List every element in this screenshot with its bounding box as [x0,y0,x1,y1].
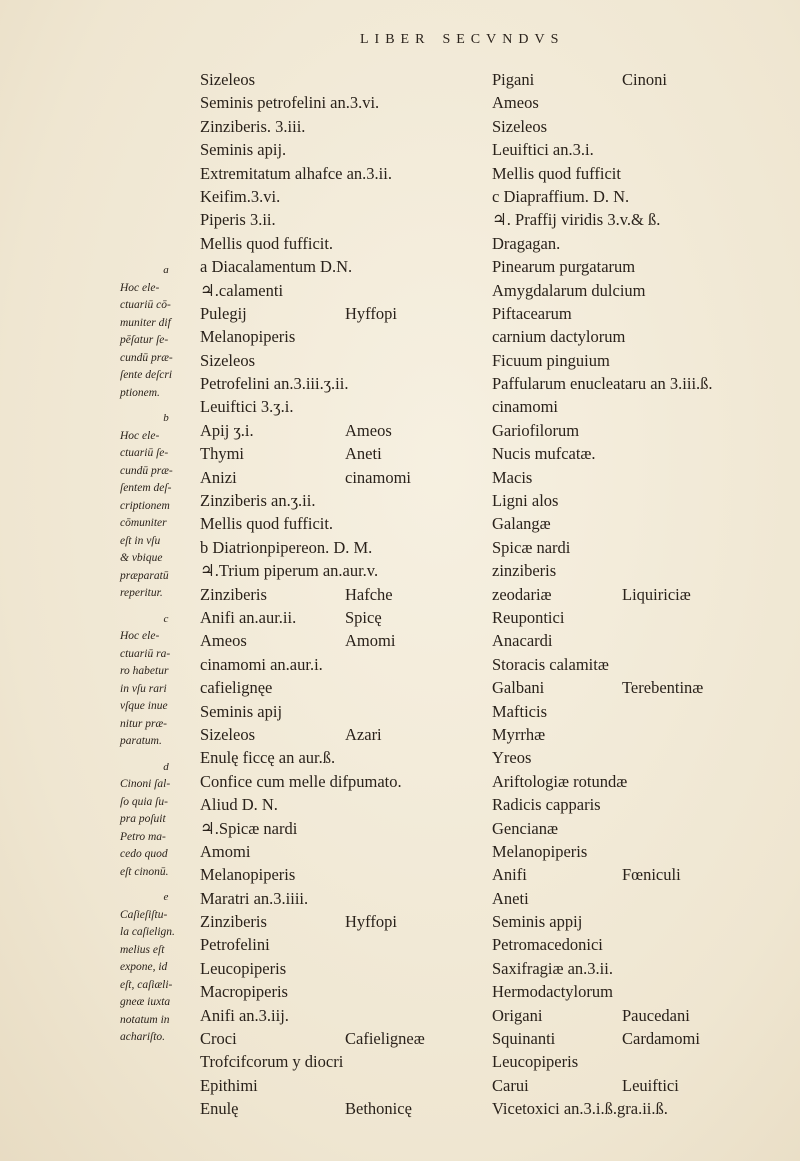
line-text-second: Bethonicę [345,1099,412,1119]
line-text: Macis [492,467,533,487]
line-text: Maratri an.3.iiii. [200,888,309,908]
line-text-second: Amomi [345,631,396,651]
line-text: Gencianæ [492,818,558,838]
note-line: pra poſuit [120,813,166,825]
text-line [492,349,792,372]
line-text: ♃. Praffij viridis 3.v.& ß. [492,210,661,230]
text-line [492,1004,792,1027]
line-text: Ameos [200,631,247,651]
note-letter: b [163,412,169,424]
text-line [492,723,792,746]
margin-note [120,410,212,611]
text-line [492,700,792,723]
text-line [200,770,490,793]
line-text: Piftacearum [492,303,572,323]
line-text: Sizeleos [200,70,255,89]
text-line [200,700,490,723]
text-line [200,91,490,114]
line-text: Zinziberis [200,584,267,604]
margin-note [120,759,212,890]
text-line [200,1004,490,1027]
line-text: Zinziberis [200,912,267,932]
note-line: Hoc ele- [120,429,160,442]
text-line [492,372,792,395]
header-word-liber: LIBER [360,32,431,47]
line-text: Zinziberis. 3.iii. [200,116,306,136]
line-text: ♃.Spicæ nardi [200,818,298,838]
text-line [492,957,792,980]
text-line [200,723,490,746]
line-text: Ameos [492,93,539,113]
line-text: Leucopiperis [200,958,287,978]
line-text-second: Spicę [345,607,382,627]
margin-note [120,889,212,1055]
line-text: Myrrhæ [492,724,546,744]
text-line [200,232,490,255]
note-line: muniter dif [120,316,171,329]
note-line: Caſieſiſtu- [120,908,168,921]
text-line [492,302,792,325]
text-line [492,255,792,278]
text-line [200,255,490,278]
line-text: zeodariæ [492,584,552,604]
note-line: la caſielign. [120,926,175,938]
note-line: cōmuniter [120,517,167,529]
line-text: Pigani [492,70,535,89]
line-text: Leuiftici 3.ʒ.i. [200,397,294,417]
note-line: in vſu rari [120,682,167,695]
line-text: Radicis capparis [492,795,601,815]
text-line [200,863,490,886]
line-text: Enulę [200,1099,239,1119]
note-line: ſo quia ſu- [120,795,168,808]
text-line [200,653,490,676]
line-text: Nucis mufcatæ. [492,444,596,464]
line-text-second: Terebentinæ [622,678,704,698]
line-text: cinamomi [492,397,558,417]
line-text: Pulegij [200,303,247,323]
line-text: Petrofelini an.3.iii.ʒ.ii. [200,374,349,394]
note-line: ctuariū ra- [120,647,171,660]
text-line [200,279,490,302]
text-line [492,442,792,465]
text-line [200,208,490,231]
line-text-second: cinamomi [345,467,411,487]
line-text: Ligni alos [492,491,559,511]
note-line: criptionem [120,499,170,512]
note-letter: a [163,264,169,276]
line-text: Aliud D. N. [200,795,278,815]
text-line [492,325,792,348]
text-line [200,489,490,512]
note-line: nitur præ- [120,717,167,730]
text-line [492,466,792,489]
line-text: cinamomi an.aur.i. [200,654,323,674]
line-text: Seminis appij [492,912,583,932]
line-text: Ficuum pinguium [492,350,610,370]
line-text-second: Cafieligneæ [345,1029,425,1049]
text-line [200,185,490,208]
text-line [200,606,490,629]
text-line [492,185,792,208]
line-text: cafielignęe [200,678,273,698]
text-line [200,138,490,161]
line-text: Mellis quod fufficit. [200,514,334,534]
note-line: eſt cinonū. [120,865,169,878]
line-text: Squinanti [492,1029,556,1049]
text-line [492,933,792,956]
line-text-second: Azari [345,724,382,744]
text-line [492,419,792,442]
line-text: Sizeleos [200,350,255,370]
text-line [492,583,792,606]
text-line [492,68,792,91]
note-line: & vbique [120,552,163,564]
text-line [492,676,792,699]
line-text-second: Cardamomi [622,1029,700,1049]
text-line [200,115,490,138]
text-line [200,442,490,465]
text-line [200,793,490,816]
text-line [492,793,792,816]
line-text: Reupontici [492,607,565,627]
line-text: Mafticis [492,701,547,721]
text-line [200,466,490,489]
note-line: cundū præ- [120,464,173,477]
line-text-second: Cinoni [622,70,667,89]
text-line [200,162,490,185]
text-line [492,1097,792,1120]
text-line [200,68,490,91]
line-text: Mellis quod fufficit. [200,233,334,253]
line-text: Anifi [492,865,527,885]
note-letter: d [163,760,169,773]
text-line [200,1050,490,1073]
header-word-secundus: SECVNDVS [442,32,565,47]
line-text: Melanopiperis [200,327,296,347]
line-text: Piperis 3.ii. [200,210,276,230]
line-text: b Diatrionpipereon. D. M. [200,537,373,557]
note-line: ſente deſcri [120,369,173,381]
text-line [492,279,792,302]
line-text: Anacardi [492,631,553,651]
line-text: Seminis apij [200,701,283,721]
line-text: Aneti [492,888,529,908]
note-line: ptionem. [120,386,160,399]
text-line [200,910,490,933]
left-text-column [200,68,490,1121]
text-line [492,863,792,886]
note-line: pēſatur ſe- [120,334,169,346]
text-line [200,419,490,442]
text-line [492,887,792,910]
line-text: Enulę ficcę an aur.ß. [200,748,336,768]
text-line [492,536,792,559]
text-line [492,489,792,512]
text-line [492,817,792,840]
line-text: Galangæ [492,514,551,534]
text-line [200,1074,490,1097]
note-line: Cinoni ſal- [120,778,171,790]
note-line: cedo quod [120,848,168,860]
text-line [200,817,490,840]
text-line [492,980,792,1003]
line-text: Extremitatum alhafce an.3.ii. [200,163,392,183]
line-text: Anifi an.aur.ii. [200,607,297,627]
note-line: ctuariū ſe- [120,447,169,459]
line-text: Melanopiperis [200,865,296,885]
text-line [492,91,792,114]
right-text-column [492,68,792,1121]
line-text: Anifi an.3.iij. [200,1005,289,1025]
text-line [200,536,490,559]
margin-notes [120,262,212,1055]
text-line [200,395,490,418]
text-line [200,512,490,535]
line-text: Trofcifcorum y diocri [200,1052,344,1072]
line-text-second: Hyffopi [345,303,397,323]
text-line [492,629,792,652]
line-text-second: Ameos [345,420,392,440]
line-text: Carui [492,1075,529,1095]
note-line: eſt in vſu [120,534,161,547]
note-line: vſque inue [120,700,168,712]
text-line [200,1097,490,1120]
text-line [200,302,490,325]
text-line [492,208,792,231]
text-line [492,1027,792,1050]
text-line [492,395,792,418]
line-text: Ariftologiæ rotundæ [492,771,628,791]
line-text: Hermodactylorum [492,982,613,1002]
line-text: Sizeleos [492,116,547,136]
line-text: Croci [200,1029,237,1049]
note-line: paratum. [120,735,162,747]
line-text: Anizi [200,467,237,487]
note-line: gneæ iuxta [120,996,171,1008]
line-text: Storacis calamitæ [492,654,609,674]
line-text: Confice cum melle difpumato. [200,771,402,791]
line-text-second: Liquiriciæ [622,584,691,604]
line-text: carnium dactylorum [492,327,626,347]
line-text: Origani [492,1005,543,1025]
line-text-second: Leuiftici [622,1075,679,1095]
line-text: Sizeleos [200,724,255,744]
text-line [200,583,490,606]
line-text: Spicæ nardi [492,537,571,557]
line-text: Epithimi [200,1075,258,1095]
text-line [492,512,792,535]
text-line [492,910,792,933]
line-text: a Diacalamentum D.N. [200,257,353,277]
note-line: ro habetur [120,665,169,677]
note-line: notatum in [120,1013,170,1026]
text-line [492,138,792,161]
line-text: Dragagan. [492,233,561,253]
margin-note [120,262,212,410]
note-letter: e [163,891,169,903]
note-line: achariſto. [120,1031,166,1043]
line-text: Pinearum purgatarum [492,257,636,277]
text-line [200,887,490,910]
text-line [492,115,792,138]
note-line: eſt, caſiæli- [120,978,173,991]
line-text: Zinziberis an.ʒ.ii. [200,491,316,511]
note-letter: c [163,612,169,625]
text-line [200,325,490,348]
line-text: c Diapraffium. D. N. [492,186,630,206]
line-text: Melanopiperis [492,841,588,861]
line-text: Vicetoxici an.3.i.ß.gra.ii.ß. [492,1099,668,1119]
note-line: Hoc ele- [120,630,160,642]
line-text: Apij ʒ.i. [200,420,254,440]
line-text: Gariofilorum [492,420,580,440]
text-line [492,162,792,185]
line-text: Mellis quod fufficit [492,163,621,183]
text-line [200,372,490,395]
note-line: Hoc ele- [120,281,160,294]
line-text: Amomi [200,841,251,861]
line-text: zinziberis [492,561,557,581]
line-text: ♃.calamenti [200,280,284,300]
text-line [200,629,490,652]
line-text-second: Hafche [345,584,393,604]
note-line: expone, id [120,961,168,973]
text-line [492,1050,792,1073]
text-line [492,653,792,676]
text-line [200,933,490,956]
text-line [200,840,490,863]
line-text: Leucopiperis [492,1052,579,1072]
line-text: Macropiperis [200,982,288,1002]
line-text-second: Aneti [345,444,382,464]
line-text: Paffularum enucleataru an 3.iii.ß. [492,374,713,394]
line-text: Seminis apij. [200,140,287,160]
line-text: Leuiftici an.3.i. [492,140,594,160]
line-text: Keifim.3.vi. [200,186,281,206]
note-line: reperitur. [120,587,163,599]
text-line [200,349,490,372]
line-text-second: Hyffopi [345,912,397,932]
text-line [492,559,792,582]
text-line [492,606,792,629]
line-text: Thymi [200,444,244,464]
line-text: Saxifragiæ an.3.ii. [492,958,613,978]
text-line [492,1074,792,1097]
running-header [360,32,780,48]
line-text: Petrofelini [200,935,270,955]
text-line [492,770,792,793]
note-line: melius eſt [120,943,165,956]
line-text: Galbani [492,678,545,698]
line-text: Amygdalarum dulcium [492,280,646,300]
line-text-second: Fœniculi [622,865,681,885]
text-line [200,1027,490,1050]
note-line: cundū præ- [120,351,173,364]
text-line [200,746,490,769]
line-text: Petromacedonici [492,935,603,955]
note-line: ctuariū cō- [120,299,171,311]
line-text-second: Paucedani [622,1005,690,1025]
text-line [200,676,490,699]
text-line [200,559,490,582]
note-line: ſentem deſ- [120,482,172,494]
line-text: ♃.Trium piperum an.aur.v. [200,561,379,581]
text-line [200,957,490,980]
text-line [492,232,792,255]
line-text: Seminis petrofelini an.3.vi. [200,93,380,113]
text-line [200,980,490,1003]
margin-note [120,611,212,759]
text-line [492,840,792,863]
note-line: præparatū [120,569,169,582]
text-line [492,746,792,769]
note-line: Petro ma- [120,830,166,843]
line-text: Yreos [492,748,532,768]
